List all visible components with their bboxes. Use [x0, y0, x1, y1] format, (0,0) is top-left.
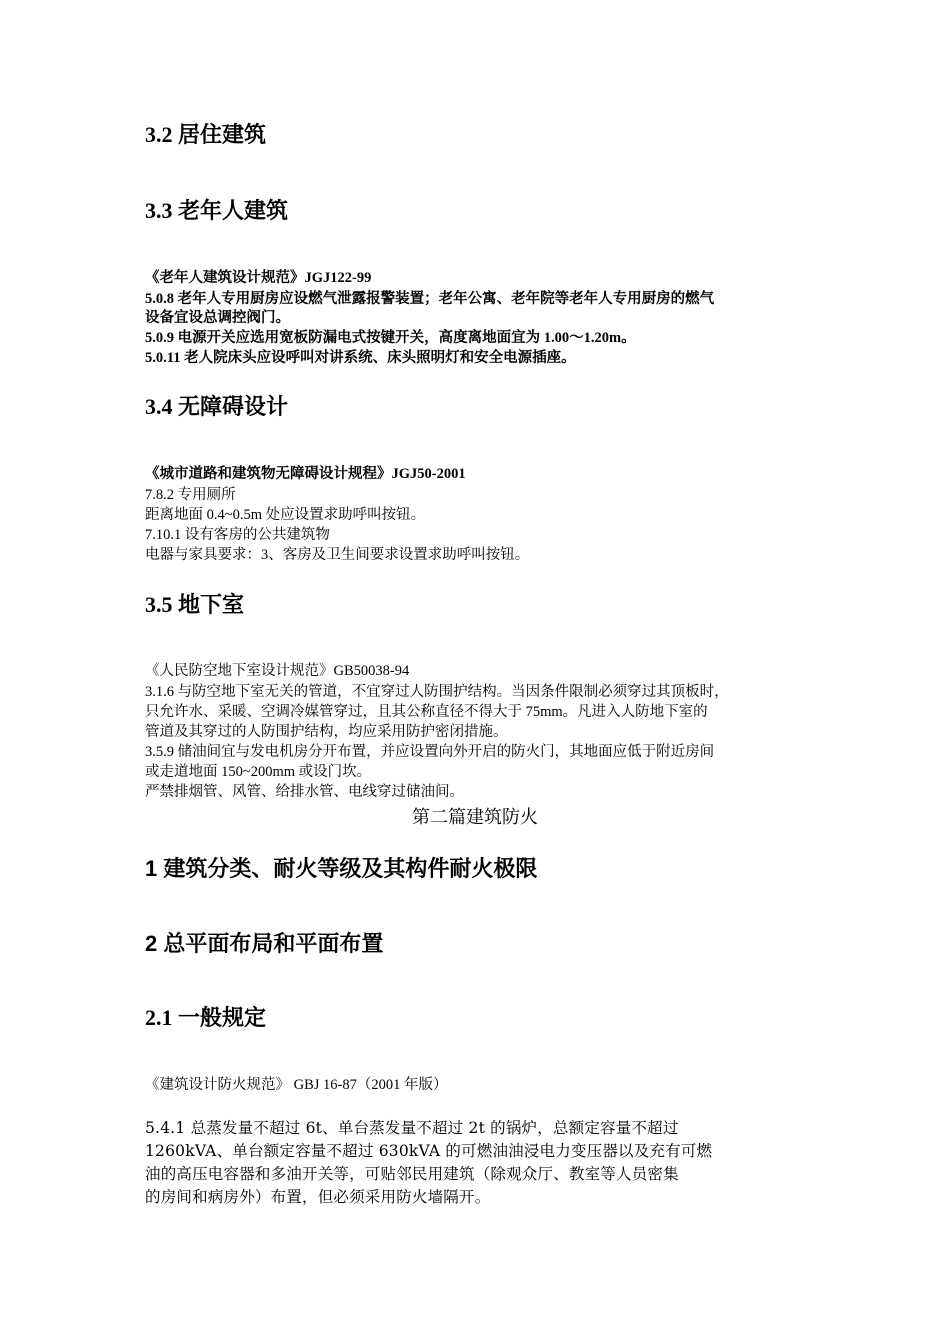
code-title-elderly: 《老年人建筑设计规范》JGJ122-99 [145, 270, 372, 286]
code-title-barrier-free: 《城市道路和建筑物无障碍设计规程》JGJ50-2001 [145, 466, 466, 482]
clause-line: 管道及其穿过的人防围护结构，均应采用防护密闭措施。 [145, 724, 508, 740]
clause-line: 距离地面 0.4~0.5m 处应设置求助呼叫按钮。 [145, 507, 426, 523]
clause-line: 5.0.9 电源开关应选用宽板防漏电式按键开关，高度离地面宜为 1.00～1.20m。 [145, 330, 636, 346]
section-heading-2-1: 2.1 一般规定 [145, 1005, 267, 1030]
clause-line: 5.4.1 总蒸发量不超过 6t、单台蒸发量不超过 2t 的锅炉，总额定容量不超过 [145, 1119, 679, 1137]
section-heading-3-2: 3.2 居住建筑 [145, 122, 267, 147]
clause-line: 3.5.9 储油间宜与发电机房分开布置，并应设置向外开启的防火门，其地面应低于附近房间 [145, 744, 715, 760]
clause-line: 1260kVA、单台额定容量不超过 630kVA 的可燃油油浸电力变压器以及充有可燃 [145, 1142, 713, 1160]
clause-line: 的房间和病房外）布置，但必须采用防火墙隔开。 [145, 1188, 491, 1206]
clause-line: 7.10.1 设有客房的公共建筑物 [145, 527, 330, 543]
section-heading-2: 2 总平面布局和平面布置 [145, 931, 384, 956]
part-title: 第二篇建筑防火 [412, 807, 538, 828]
clause-line: 设备宜设总调控阀门。 [145, 310, 290, 326]
clause-line: 电器与家具要求：3、客房及卫生间要求设置求助呼叫按钮。 [145, 547, 530, 563]
clause-line: 严禁排烟管、风管、给排水管、电线穿过储油间。 [145, 784, 464, 800]
clause-line: 7.8.2 专用厕所 [145, 487, 236, 503]
section-heading-3-4: 3.4 无障碍设计 [145, 394, 289, 419]
clause-line: 油的高压电容器和多油开关等，可贴邻民用建筑（除观众厅、教室等人员密集 [145, 1165, 679, 1183]
clause-line: 3.1.6 与防空地下室无关的管道，不宜穿过人防围护结构。当因条件限制必须穿过其顶板时， [145, 684, 729, 700]
clause-line: 5.0.8 老年人专用厨房应设燃气泄露报警装置；老年公寓、老年院等老年人专用厨房的燃气 [145, 291, 715, 307]
clause-line: 5.0.11 老人院床头应设呼叫对讲系统、床头照明灯和安全电源插座。 [145, 350, 576, 366]
clause-line: 只允许水、采暖、空调冷媒管穿过，且其公称直径不得大于 75mm。凡进入人防地下室的 [145, 704, 708, 720]
section-heading-3-3: 3.3 老年人建筑 [145, 198, 289, 223]
code-title-fire: 《建筑设计防火规范》 GBJ 16-87（2001 年版） [145, 1077, 448, 1093]
code-title-basement: 《人民防空地下室设计规范》GB50038-94 [145, 663, 410, 679]
clause-line: 或走道地面 150~200mm 或设门坎。 [145, 764, 372, 780]
section-heading-3-5: 3.5 地下室 [145, 592, 245, 617]
section-heading-1: 1 建筑分类、耐火等级及其构件耐火极限 [145, 856, 538, 881]
